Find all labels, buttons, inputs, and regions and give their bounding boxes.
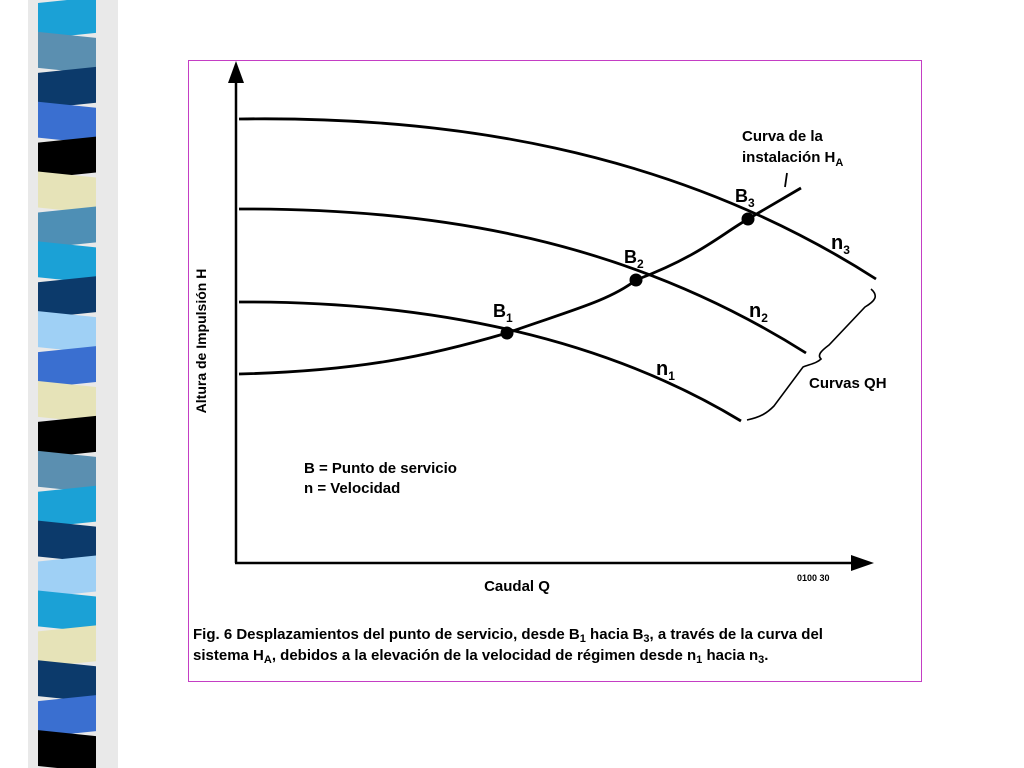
speed-label-n2: $n_2$ — [749, 300, 768, 325]
figure-code: 0100 30 — [797, 573, 830, 583]
side-bar-stripe — [38, 521, 96, 563]
decorative-side-bar — [0, 0, 120, 768]
side-bar-stripe — [38, 346, 96, 388]
caption-line-1: Fig. 6 Desplazamientos del punto de servicio, desde $B_1$ hacia $B_3$, a través de la curva del — [193, 626, 823, 645]
side-bar-stripe — [38, 172, 96, 214]
operating-point-b2 — [630, 274, 643, 287]
side-bar-stripe — [38, 311, 96, 353]
legend-line-2: n = Velocidad — [304, 480, 401, 497]
side-bar-stripe — [38, 730, 96, 768]
speed-label-n3: $n_3$ — [831, 232, 850, 257]
side-bar-stripe — [38, 137, 96, 179]
side-bar-stripe — [38, 206, 96, 248]
y-axis-arrow — [228, 61, 244, 83]
system-curve-label-line2: instalación $H_A$ — [742, 149, 844, 169]
caption-line-2: sistema $H_A$, debidos a la elevación de la velocidad de régimen desde $n_1$ hacia $n_3$. — [193, 647, 769, 666]
qh-curves-brace — [747, 289, 875, 420]
x-axis-label: Caudal Q — [484, 578, 550, 595]
legend-line-1: B = Punto de servicio — [304, 460, 457, 477]
side-bar-stripe — [38, 695, 96, 737]
side-bar-stripe — [38, 556, 96, 598]
point-label-b3: $B_3$ — [735, 186, 755, 210]
side-bar-stripe — [38, 276, 96, 318]
side-bar-stripe — [38, 416, 96, 458]
point-label-b1: $B_1$ — [493, 301, 513, 325]
side-bar-stripe — [38, 486, 96, 528]
side-bar-stripe — [38, 241, 96, 283]
system-curve-ha — [239, 188, 801, 374]
point-label-b2: $B_2$ — [624, 247, 644, 271]
side-bar-stripe — [38, 102, 96, 144]
side-bar-stripe — [38, 451, 96, 493]
speed-label-n1: $n_1$ — [656, 358, 675, 383]
system-curve-label-line1: Curva de la — [742, 128, 823, 145]
side-bar-stripe — [38, 590, 96, 632]
side-bar-stripe — [38, 67, 96, 109]
pump-curves-diagram — [189, 61, 921, 621]
y-axis-label: Altura de Impulsión H — [193, 268, 209, 414]
curves-qh-label: Curvas QH — [809, 375, 887, 392]
side-bar-stripe — [38, 381, 96, 423]
x-axis-arrow — [851, 555, 874, 571]
operating-point-b3 — [742, 213, 755, 226]
side-bar-stripe — [38, 625, 96, 667]
side-bar-stripe — [38, 32, 96, 74]
system-curve-label-leader — [785, 173, 787, 187]
side-bar-stripe — [38, 660, 96, 702]
operating-point-b1 — [501, 327, 514, 340]
figure-frame — [188, 60, 922, 682]
